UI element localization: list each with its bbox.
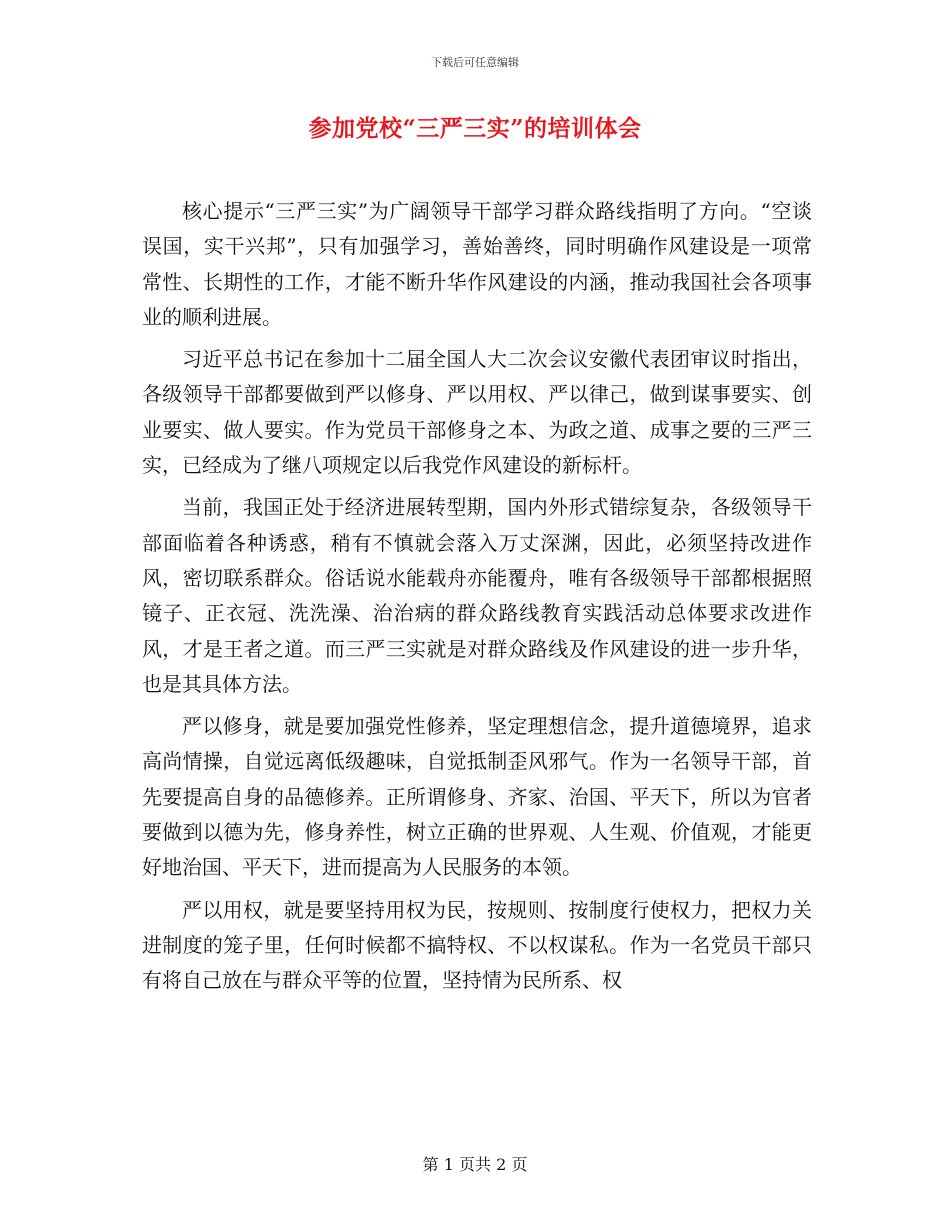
paragraph-3: 当前，我国正处于经济进展转型期，国内外形式错综复杂，各级领导干部面临着各种诱惑，稍有不慎就会落入万丈深渊，因此，必须坚持改进作风，密切联系群众。俗话说水能载舟亦能覆舟，唯有各级领导干部都根据照镜子、正衣冠、洗洗澡、治治病的群众路线教育实践活动总体要求改进作风，才是王者之道。而三严三实就是对群众路线及作风建设的进一步升华，也是其具体方法。 <box>142 495 812 696</box>
paragraph-1: 核心提示“三严三实”为广阔领导干部学习群众路线指明了方向。“空谈误国，实干兴邦”，只有加强学习，善始善终，同时明确作风建设是一项常常性、长期性的工作，才能不断升华作风建设的内涵，推动我国社会各项事业的顺利进展。 <box>142 199 812 329</box>
document-body <box>142 194 812 1006</box>
paragraph-2: 习近平总书记在参加十二届全国人大二次会议安徽代表团审议时指出，各级领导干部都要做到严以修身、严以用权、严以律己，做到谋事要实、创业要实、做人要实。作为党员干部修身之本、为政之道、成事之要的三严三实，已经成为了继八项规定以后我党作风建设的新标杆。 <box>142 347 812 478</box>
document-title: 参加党校“三严三实”的培训体会 <box>308 115 642 142</box>
paragraph-5: 严以用权，就是要坚持用权为民，按规则、按制度行使权力，把权力关进制度的笼子里，任何时候都不搞特权、不以权谋私。作为一名党员干部只有将自己放在与群众平等的位置，坚持情为民所系、权 <box>142 897 812 993</box>
page-header-note: 下载后可任意编辑 <box>431 56 519 69</box>
paragraph-4: 严以修身，就是要加强党性修养，坚定理想信念，提升道德境界，追求高尚情操，自觉远离低级趣味，自觉抵制歪风邪气。作为一名领导干部，首先要提高自身的品德修养。正所谓修身、齐家、治国、平天下，所以为官者要做到以德为先，修身养性，树立正确的世界观、人生观、价值观，才能更好地治国、平天下，进而提高为人民服务的本领。 <box>142 714 812 880</box>
page-number: 第 1 页共 2 页 <box>422 1155 528 1174</box>
